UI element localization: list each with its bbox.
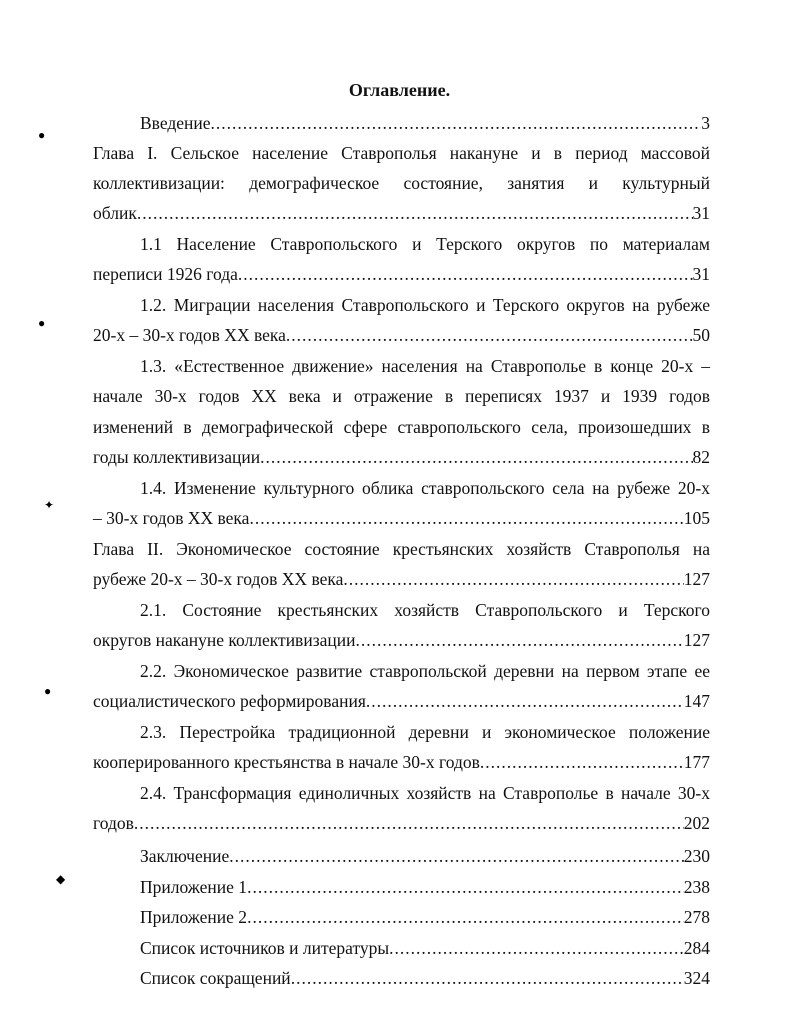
leader-dots (247, 906, 684, 928)
toc-entry (93, 263, 710, 285)
leader-dots (343, 568, 683, 590)
toc-entry (93, 690, 710, 712)
toc-entry (93, 202, 710, 224)
leader-dots (389, 937, 684, 959)
leader-dots (366, 690, 684, 712)
toc-entry-text: 20-х – 30-х годов XX века (93, 325, 286, 345)
leader-dots (291, 967, 684, 989)
toc-entry-text: годов (93, 813, 134, 833)
toc-entry (93, 507, 710, 529)
toc-line: Глава II. Экономическое состояние крестьянских хозяйств Ставрополья на (93, 539, 710, 559)
scan-mark: ● (38, 316, 46, 330)
leader-dots (249, 507, 683, 529)
toc-entry-text: Список сокращений (140, 968, 291, 988)
toc-line: изменений в демографической сфере ставропольского села, произошедших в (93, 417, 710, 437)
leader-dots (260, 446, 692, 468)
toc-entry-text: рубеже 20-х – 30-х годов XX века (93, 569, 344, 589)
toc-title: Оглавление. (348, 80, 451, 100)
leader-dots (211, 112, 702, 134)
toc-entry (93, 568, 710, 590)
toc-entry-page: 82 (692, 447, 710, 467)
toc-entry-page: 50 (692, 325, 710, 345)
toc-entry-text: Приложение 2 (140, 907, 248, 927)
toc-entry (93, 751, 710, 773)
toc-entry-text: Заключение (140, 846, 230, 866)
toc-entry (140, 845, 710, 867)
toc-line: коллективизации: демографическое состояние, занятия и культурный (93, 173, 710, 193)
scan-mark: ✦ (44, 498, 55, 512)
toc-line: 1.2. Миграции населения Ставропольского и Терского округов на рубеже (140, 295, 710, 315)
toc-entry (93, 812, 710, 834)
toc-line: Глава I. Сельское население Ставрополья накануне и в период массовой (93, 143, 710, 163)
toc-entry-page: 127 (683, 569, 710, 589)
toc-line: 2.2. Экономическое развитие ставропольской деревни на первом этапе ее (140, 661, 710, 681)
toc-entry-page: 31 (692, 203, 710, 223)
toc-entry-page: 278 (683, 907, 710, 927)
leader-dots (355, 629, 683, 651)
toc-entry-page: 147 (683, 691, 710, 711)
toc-line: 1.4. Изменение культурного облика ставропольского села на рубеже 20-х (140, 478, 710, 498)
toc-line: 1.3. «Естественное движение» населения на Ставрополье в конце 20-х – (140, 356, 710, 376)
toc-line: 2.3. Перестройка традиционной деревни и экономическое положение (140, 722, 710, 742)
leader-dots (134, 812, 684, 834)
toc-entry (140, 876, 710, 898)
toc-entry-text: годы коллективизации (93, 447, 261, 467)
toc-entry-page: 31 (692, 264, 710, 284)
toc-entry (93, 324, 710, 346)
toc-line: 2.4. Трансформация единоличных хозяйств на Ставрополье в начале 30-х (140, 783, 710, 803)
toc-line: 2.1. Состояние крестьянских хозяйств Ставропольского и Терского (140, 600, 710, 620)
toc-line: 1.1 Население Ставропольского и Терского округов по материалам (140, 234, 710, 254)
toc-entry-page: 284 (683, 938, 710, 958)
toc-entry (140, 937, 710, 959)
toc-entry-text: – 30-х годов XX века (93, 508, 250, 528)
scan-mark: ◆ (56, 872, 66, 886)
toc-entry-page: 3 (701, 113, 710, 133)
toc-entry-text: Список источников и литературы (140, 938, 390, 958)
toc-entry (140, 906, 710, 928)
scan-mark: ● (44, 684, 52, 698)
toc-entry-text: Приложение 1 (140, 877, 248, 897)
toc-entry-text: облик (93, 203, 137, 223)
toc-entry-page: 127 (683, 630, 710, 650)
toc-entry-page: 324 (683, 968, 710, 988)
leader-dots (286, 324, 693, 346)
leader-dots (480, 751, 684, 773)
toc-entry-page: 230 (683, 846, 710, 866)
toc-entry (140, 967, 710, 989)
toc-line: начале 30-х годов XX века и отражение в переписях 1937 и 1939 годов (93, 386, 710, 406)
toc-entry (140, 112, 710, 134)
toc-entry-text: Введение (140, 113, 211, 133)
toc-entry (93, 629, 710, 651)
leader-dots (229, 845, 684, 867)
leader-dots (137, 202, 693, 224)
toc-entry (93, 446, 710, 468)
toc-entry-text: социалистического реформирования (93, 691, 366, 711)
leader-dots (247, 876, 684, 898)
toc-entry-text: переписи 1926 года (93, 264, 238, 284)
leader-dots (238, 263, 693, 285)
toc-entry-text: округов накануне коллективизации (93, 630, 356, 650)
toc-entry-page: 202 (683, 813, 710, 833)
toc-entry-page: 105 (683, 508, 710, 528)
toc-entry-page: 177 (683, 752, 710, 772)
toc-entry-text: кооперированного крестьянства в начале 30-х годов (93, 752, 480, 772)
scan-mark: ● (38, 128, 46, 142)
toc-entry-page: 238 (683, 877, 710, 897)
